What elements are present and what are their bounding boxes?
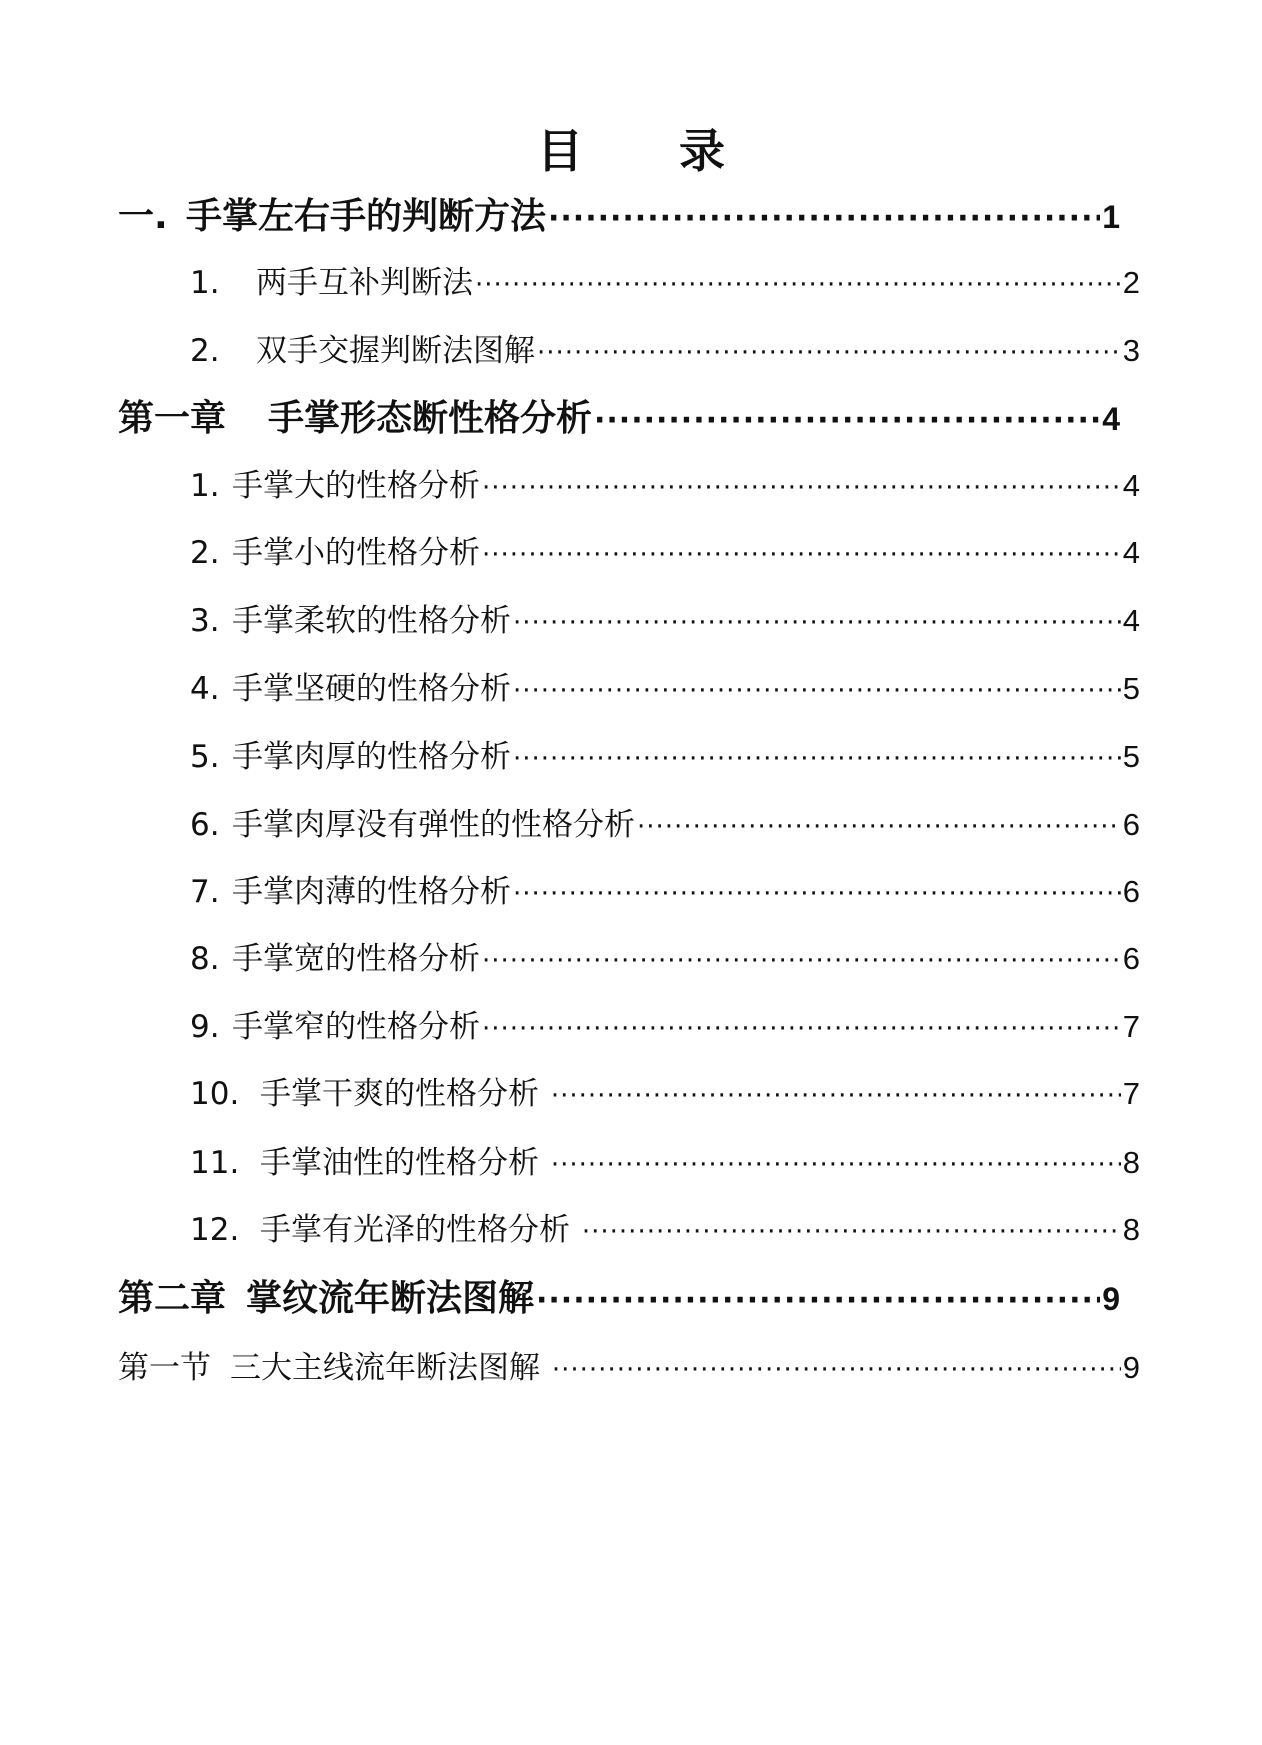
toc-entry-chapter-2[interactable] [118, 1270, 1120, 1321]
entry-title: 手掌肉厚没有弹性的性格分析 [232, 807, 635, 843]
entry-number: 2. [190, 535, 220, 571]
toc-entry-part-1[interactable] [118, 188, 1120, 239]
dot-leader [482, 946, 1121, 976]
toc-entry-chapter-1[interactable] [118, 390, 1120, 441]
entry-title: 手掌大的性格分析 [232, 468, 480, 504]
entry-title: 手掌宽的性格分析 [232, 941, 480, 977]
dot-leader [637, 812, 1121, 842]
dot-leader [548, 201, 1100, 236]
entry-number: 11. [190, 1145, 240, 1181]
entry-number: 7. [190, 874, 220, 910]
entry-number: 1. [190, 468, 220, 504]
toc-entry[interactable] [190, 527, 1140, 572]
entry-title: 手掌形态断性格分析 [268, 398, 593, 439]
entry-number: 1. [190, 265, 220, 301]
toc-entry[interactable] [190, 595, 1140, 640]
entry-number: 5. [190, 739, 220, 775]
entry-page-number: 2 [1122, 265, 1140, 300]
toc-entry[interactable] [190, 731, 1140, 776]
entry-title: 手掌坚硬的性格分析 [232, 671, 511, 707]
dot-leader [513, 744, 1121, 774]
toc-entry[interactable] [190, 1204, 1140, 1249]
dot-leader [513, 608, 1121, 638]
entry-title: 手掌左右手的判断方法 [186, 196, 547, 237]
entry-page-number: 7 [1122, 1009, 1140, 1044]
entry-number: 10. [190, 1076, 240, 1112]
entry-page-number: 1 [1102, 199, 1120, 235]
entry-title: 掌纹流年断法图解 [246, 1278, 535, 1319]
dot-leader [594, 403, 1100, 438]
dot-leader [513, 879, 1121, 909]
entry-number: 12. [190, 1212, 240, 1248]
dot-leader [482, 540, 1121, 570]
entry-title: 手掌窄的性格分析 [232, 1009, 480, 1045]
dot-leader [482, 1014, 1121, 1044]
entry-number: 3. [190, 603, 220, 639]
entry-title: 手掌肉薄的性格分析 [232, 874, 511, 910]
toc-entry[interactable] [190, 1068, 1140, 1113]
toc-entry[interactable] [190, 1137, 1140, 1182]
entry-number: 一. [118, 196, 168, 237]
entry-page-number: 7 [1122, 1076, 1140, 1111]
dot-leader [536, 1283, 1100, 1318]
entry-page-number: 6 [1122, 807, 1140, 842]
entry-page-number: 8 [1122, 1212, 1140, 1247]
toc-entry-section-1[interactable] [118, 1342, 1140, 1387]
entry-page-number: 5 [1122, 739, 1140, 774]
entry-page-number: 9 [1122, 1350, 1140, 1385]
entry-page-number: 6 [1122, 874, 1140, 909]
entry-title: 手掌干爽的性格分析 [260, 1076, 539, 1112]
toc-entry[interactable] [190, 866, 1140, 911]
entry-number: 4. [190, 671, 220, 707]
toc-entry[interactable] [190, 1001, 1140, 1046]
toc-entry[interactable] [190, 663, 1140, 708]
entry-page-number: 8 [1122, 1145, 1140, 1180]
entry-page-number: 6 [1122, 941, 1140, 976]
entry-page-number: 4 [1122, 603, 1140, 638]
dot-leader [582, 1217, 1121, 1247]
entry-number: 8. [190, 941, 220, 977]
entry-page-number: 4 [1102, 401, 1120, 437]
toc-entry[interactable] [190, 257, 1140, 302]
entry-number: 6. [190, 807, 220, 843]
dot-leader [482, 473, 1121, 503]
dot-leader [551, 1081, 1121, 1111]
entry-title: 三大主线流年断法图解 [230, 1350, 540, 1386]
toc-entry[interactable] [190, 460, 1140, 505]
entry-page-number: 4 [1122, 535, 1140, 570]
entry-number: 第一节 [118, 1350, 211, 1386]
entry-page-number: 3 [1122, 333, 1140, 368]
entry-number: 2. [190, 333, 220, 369]
toc-entry[interactable] [190, 325, 1140, 370]
dot-leader [551, 1150, 1121, 1180]
dot-leader [552, 1355, 1121, 1385]
toc-entry[interactable] [190, 933, 1140, 978]
entry-page-number: 4 [1122, 468, 1140, 503]
entry-page-number: 9 [1102, 1281, 1120, 1317]
entry-title: 双手交握判断法图解 [256, 333, 535, 369]
entry-number: 第二章 [118, 1278, 227, 1319]
dot-leader [537, 338, 1121, 368]
toc-entry[interactable] [190, 799, 1140, 844]
entry-number: 第一章 [118, 398, 227, 439]
dot-leader [513, 676, 1121, 706]
entry-title: 手掌有光泽的性格分析 [260, 1212, 570, 1248]
page-title: 目 录 [536, 124, 765, 178]
entry-title: 手掌肉厚的性格分析 [232, 739, 511, 775]
entry-page-number: 5 [1122, 671, 1140, 706]
entry-title: 手掌油性的性格分析 [260, 1145, 539, 1181]
entry-title: 手掌小的性格分析 [232, 535, 480, 571]
entry-title: 手掌柔软的性格分析 [232, 603, 511, 639]
dot-leader [475, 270, 1121, 300]
entry-number: 9. [190, 1009, 220, 1045]
entry-title: 两手互补判断法 [256, 265, 473, 301]
